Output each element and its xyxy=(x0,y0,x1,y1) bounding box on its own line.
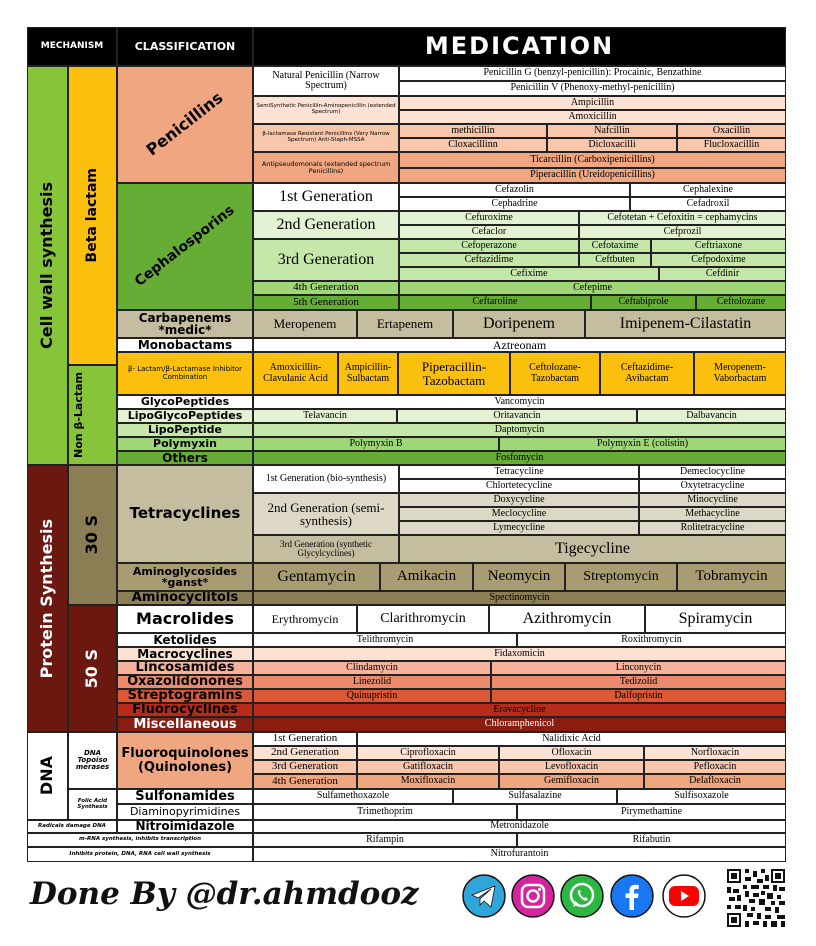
class-others: Others xyxy=(117,451,253,465)
pen-oxacillin: Oxacillin xyxy=(677,124,786,138)
tet-oxytetracycline: Oxytetracycline xyxy=(639,479,786,493)
rif-rifabutin: Rifabutin xyxy=(517,833,786,847)
lin-lincomycin: Linconycin xyxy=(491,661,786,675)
mech-dna: DNA xyxy=(27,732,68,820)
ceph-ceftaroline: Ceftaroline xyxy=(399,295,591,310)
nit-metronidazole: Metronidazole xyxy=(253,820,786,833)
fq-nalidixic: Nalidixic Acid xyxy=(357,732,786,746)
pen-amoxicillin: Amoxicillin xyxy=(399,110,786,124)
mech-folic: Folic Acid Synthesis xyxy=(68,789,117,820)
pen-semi-label: SemiSynthetic Penicillin-Aminopenicillin (extended Spectrum) xyxy=(253,96,399,124)
oxa-linezolid: Linezolid xyxy=(253,675,491,689)
nb-oritavancin: Oritavancin xyxy=(397,409,637,423)
class-oxazolidinones: Oxazolidonones xyxy=(117,675,253,689)
sul-sulfamethoxazole: Sulfamethoxazole xyxy=(253,789,453,804)
class-penicillins: Penicillins xyxy=(117,66,253,183)
class-monobactams: Monobactams xyxy=(117,338,253,352)
class-cephalosporins: Cephalosporins xyxy=(117,183,253,310)
qr-code xyxy=(727,869,785,927)
fq-gemifloxacin: Gemifloxacin xyxy=(499,774,644,789)
nb-daptomycin: Daptomycin xyxy=(253,423,786,437)
carb-imipenem: Imipenem-Cilastatin xyxy=(585,310,786,338)
nb-polymyxin-b: Polymyxin B xyxy=(253,437,499,451)
ceph-cefoperazone: Cefoperazone xyxy=(399,239,579,253)
fq-g4-label: 4th Generation xyxy=(253,774,357,789)
fq-norfloxacin: Norfloxacin xyxy=(644,746,786,760)
pen-dicloxacillin: Dicloxacilli xyxy=(547,138,677,152)
stg-dalfopristin: Dalfopristin xyxy=(491,689,786,703)
class-sulfonamides: Sulfonamides xyxy=(117,789,253,804)
tet-meclocycline: Meclocycline xyxy=(399,507,639,521)
tet-minocycline: Minocycline xyxy=(639,493,786,507)
antibiotics-table xyxy=(27,27,786,862)
mono-aztreonam: Aztreonam xyxy=(253,338,786,352)
class-miscellaneous: Miscellaneous xyxy=(117,717,253,732)
mcy-fidaxomicin: Fidaxomicin xyxy=(253,647,786,661)
tet-g2-label: 2nd Generation (semi-synthesis) xyxy=(253,493,399,535)
mech-mrna: m-RNA synthesis, inhibits transcription xyxy=(27,833,253,847)
tet-tigecycline: Tigecycline xyxy=(399,535,786,563)
pen-ampicillin: Ampicillin xyxy=(399,96,786,110)
header-medication: MEDICATION xyxy=(253,27,786,66)
pen-natural-label: Natural Penicillin (Narrow Spectrum) xyxy=(253,66,399,96)
pen-cloxacillin: Cloxacillinn xyxy=(399,138,547,152)
pen-piperacillin: Piperacillin (Ureidopenicillins) xyxy=(399,168,786,183)
instagram-icon[interactable] xyxy=(511,874,555,918)
carb-ertapenem: Ertapenem xyxy=(357,310,453,338)
tet-lymecycline: Lymecycline xyxy=(399,521,639,535)
ceph-cephadrine: Cephadrine xyxy=(399,197,630,211)
ket-telithromycin: Telithromycin xyxy=(253,633,517,647)
tet-g1-label: 1st Generation (bio-synthesis) xyxy=(253,465,399,493)
header-mechanism: MECHANISM xyxy=(27,27,117,66)
fq-g3-label: 3rd Generation xyxy=(253,760,357,774)
class-fluorocyclines: Fluorocyclines xyxy=(117,703,253,717)
pen-g: Penicillin G (benzyl-penicillin): Procainic, Benzathine xyxy=(399,66,786,81)
fq-g2-label: 2nd Generation xyxy=(253,746,357,760)
class-ketolides: Ketolides xyxy=(117,633,253,647)
class-aminoglycosides: Aminoglycosides *ganst* xyxy=(117,563,253,591)
mech-protein: Protein Synthesis xyxy=(27,465,68,732)
mech-dna-topo: DNA Topoiso merases xyxy=(68,732,117,789)
rif-rifampin: Rifampin xyxy=(253,833,517,847)
class-combo: β- Lactam/β-Lactamase Inhibitor Combination xyxy=(117,352,253,395)
ceph-cefepime: Cefepime xyxy=(399,281,786,295)
combo-amp-sul: Ampicillin-Sulbactam xyxy=(338,352,398,395)
whatsapp-icon[interactable] xyxy=(560,874,604,918)
carb-meropenem: Meropenem xyxy=(253,310,357,338)
fq-moxifloxacin: Moxifloxacin xyxy=(357,774,499,789)
ceph-cefaclor: Cefaclor xyxy=(399,225,579,239)
tet-methacycline: Methacycline xyxy=(639,507,786,521)
pen-methicillin: methicillin xyxy=(399,124,547,138)
ceph-g5-label: 5th Generation xyxy=(253,295,399,310)
ceph-g1-label: 1st Generation xyxy=(253,183,399,211)
combo-amox-clav: Amoxicillin-Clavulanic Acid xyxy=(253,352,338,395)
ceph-ceftriaxone: Ceftriaxone xyxy=(651,239,786,253)
combo-ceftol-taz: Ceftolozane-Tazobactam xyxy=(510,352,600,395)
class-nitroimidazole: Nitroimidazole xyxy=(117,820,253,833)
ceph-g2-label: 2nd Generation xyxy=(253,211,399,239)
facebook-icon[interactable] xyxy=(610,874,654,918)
mac-clarithromycin: Clarithromycin xyxy=(357,605,489,633)
combo-mero-vabor: Meropenem-Vaborbactam xyxy=(694,352,786,395)
mech-30s: 30 S xyxy=(68,465,117,605)
ceph-cefuroxime: Cefuroxime xyxy=(399,211,579,225)
ceph-cefotetan: Cefotetan + Cefoxitin = cephamycins xyxy=(579,211,786,225)
footer-title: Done By @dr.ahmdooz xyxy=(30,876,419,912)
lin-clindamycin: Clindamycin xyxy=(253,661,491,675)
nb-vancomycin: Vancomycin xyxy=(253,395,786,409)
telegram-icon[interactable] xyxy=(462,874,506,918)
pen-nafcillin: Nafcillin xyxy=(547,124,677,138)
ceph-cefdinir: Cefdinir xyxy=(659,267,786,281)
ceph-ceftibuten: Ceftbuten xyxy=(579,253,651,267)
tet-g3-label: 3rd Generation (synthetic Glycylcyclines) xyxy=(253,535,399,563)
misc-nitrofurantoin: Nitrofurantoin xyxy=(253,847,786,862)
fq-g1-label: 1st Generation xyxy=(253,732,357,746)
class-polymyxin: Polymyxin xyxy=(117,437,253,451)
ceph-cefazolin: Cefazolin xyxy=(399,183,630,197)
ceph-g3-label: 3rd Generation xyxy=(253,239,399,281)
nb-polymyxin-e: Polymyxin E (colistin) xyxy=(499,437,786,451)
ceph-cefpodoxime: Cefpodoxime xyxy=(651,253,786,267)
ceph-cefixime: Cefixime xyxy=(399,267,659,281)
mech-cell-wall: Cell wall synthesis xyxy=(27,66,68,465)
class-streptogramins: Streptogramins xyxy=(117,689,253,703)
tet-chlortetracycline: Chlortetecycline xyxy=(399,479,639,493)
class-fluoroquinolones: Fluoroquinolones (Quinolones) xyxy=(117,732,253,789)
ceph-cefprozil: Cefprozil xyxy=(579,225,786,239)
sul-sulfasalazine: Sulfasalazine xyxy=(453,789,617,804)
class-lipoglycopeptides: LipoGlycoPeptides xyxy=(117,409,253,423)
pen-ticarcillin: Ticarcillin (Carboxipenicillins) xyxy=(399,152,786,168)
dia-trimethoprim: Trimethoprim xyxy=(253,804,517,820)
fq-delafloxacin: Delafloxacin xyxy=(644,774,786,789)
pen-blr-label: β-lactamase Resistant Penicillins (Very Narrow Spectrum) Anti-Staph-MSSA xyxy=(253,124,399,152)
amg-streptomycin: Streptomycin xyxy=(565,563,677,591)
amg-amikacin: Amikacin xyxy=(380,563,473,591)
mac-spiramycin: Spiramycin xyxy=(645,605,786,633)
class-lipopeptide: LipoPeptide xyxy=(117,423,253,437)
flc-eravacycline: Eravacycline xyxy=(253,703,786,717)
ceph-cefadroxil: Cefadroxil xyxy=(630,197,786,211)
mech-misc: Inhibits protein, DNA, RNA cell wall synthesis xyxy=(27,847,253,862)
ceph-cefotaxime: Cefotaxime xyxy=(579,239,651,253)
carb-doripenem: Doripenem xyxy=(453,310,585,338)
ceph-cephalexine: Cephalexine xyxy=(630,183,786,197)
fq-gatifloxacin: Gatifloxacin xyxy=(357,760,499,774)
dia-pyrimethamine: Pirymethamine xyxy=(517,804,786,820)
mech-radicals: Radicals damage DNA xyxy=(27,820,117,833)
nb-fosfomycin: Fosfomycin xyxy=(253,451,786,465)
amg-tobramycin: Tobramycin xyxy=(677,563,786,591)
tet-rolitetracycline: Rolitetracycline xyxy=(639,521,786,535)
combo-ceftaz-avi: Ceftazidime-Avibactam xyxy=(600,352,694,395)
ket-roxithromycin: Roxithromycin xyxy=(517,633,786,647)
sul-sulfisoxazole: Sulfisoxazole xyxy=(617,789,786,804)
mech-beta-lactam: Beta lactam xyxy=(68,66,117,365)
misc-chloramphenicol: Chloramphenicol xyxy=(253,717,786,732)
youtube-icon[interactable] xyxy=(662,874,706,918)
mech-50s: 50 S xyxy=(68,605,117,732)
class-macrocyclines: Macrocyclines xyxy=(117,647,253,661)
amc-spectinomycin: Spectinomycin xyxy=(253,591,786,605)
mac-erythromycin: Erythromycin xyxy=(253,605,357,633)
header-classification: CLASSIFICATION xyxy=(117,27,253,66)
tet-doxycycline: Doxycycline xyxy=(399,493,639,507)
fq-ciprofloxacin: Ciprofloxacin xyxy=(357,746,499,760)
ceph-ceftabiprole: Ceftabiprole xyxy=(591,295,696,310)
ceph-g4-label: 4th Generation xyxy=(253,281,399,295)
ceph-ceftazidime: Ceftazidime xyxy=(399,253,579,267)
ceph-ceftolozane: Ceftolozane xyxy=(696,295,786,310)
stg-quinupristin: Quinupristin xyxy=(253,689,491,703)
pen-flucloxacillin: Flucloxacillin xyxy=(677,138,786,152)
class-tetracyclines: Tetracyclines xyxy=(117,465,253,563)
mac-azithromycin: Azithromycin xyxy=(489,605,645,633)
amg-gentamycin: Gentamycin xyxy=(253,563,380,591)
class-carbapenems: Carbapenems *medic* xyxy=(117,310,253,338)
mech-non-beta-lactam: Non β-Lactam xyxy=(68,365,117,465)
combo-pip-taz: Piperacillin-Tazobactam xyxy=(398,352,510,395)
fq-levofloxacin: Levofloxacin xyxy=(499,760,644,774)
oxa-tedizolid: Tedizolid xyxy=(491,675,786,689)
class-macrolides: Macrolides xyxy=(117,605,253,633)
fq-pefloxacin: Pefloxacin xyxy=(644,760,786,774)
pen-v: Penicillin V (Phenoxy-methyl-penicillin) xyxy=(399,81,786,96)
class-lincosamides: Lincosamides xyxy=(117,661,253,675)
class-glycopeptides: GlycoPeptides xyxy=(117,395,253,409)
class-diaminopyrimidines: Diaminopyrimidines xyxy=(117,804,253,820)
class-aminocyclitols: Aminocyclitols xyxy=(117,591,253,605)
pen-anti-label: Antipseudomonals (extended spectrum Penicillins) xyxy=(253,152,399,183)
amg-neomycin: Neomycin xyxy=(473,563,565,591)
tet-tetracycline: Tetracycline xyxy=(399,465,639,479)
nb-telavancin: Telavancin xyxy=(253,409,397,423)
nb-dalbavancin: Dalbavancin xyxy=(637,409,786,423)
tet-demeclocycline: Demeclocycline xyxy=(639,465,786,479)
fq-ofloxacin: Ofloxacin xyxy=(499,746,644,760)
